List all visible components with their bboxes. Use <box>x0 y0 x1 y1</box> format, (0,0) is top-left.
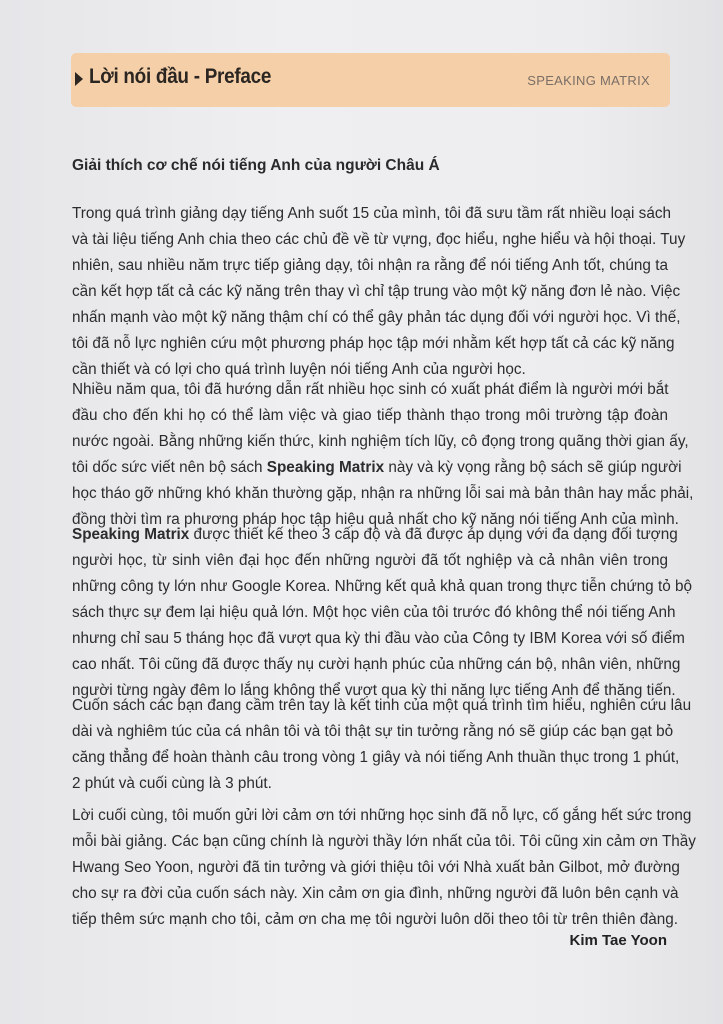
section-header-band <box>71 53 670 107</box>
paragraph-4-line <box>72 696 692 716</box>
text-segment: này và kỳ vọng rằng bộ sách sẽ giúp người <box>384 459 682 476</box>
paragraph-1-line <box>72 204 671 224</box>
text-segment: được thiết kế theo 3 cấp độ và đã được áp dụng với đa dạng đối tượng <box>189 526 678 543</box>
paragraph-2-line <box>72 406 668 426</box>
text-segment: học tháo gỡ những khó khăn thường gặp, nhận ra những lỗi sai mà bản thân hay mắc phải, <box>72 485 694 502</box>
text-segment: Nhiều năm qua, tôi đã hướng dẫn rất nhiều học sinh có xuất phát điểm là người mới bắt <box>72 381 669 398</box>
text-segment: tôi dốc sức viết nên bộ sách <box>72 459 267 476</box>
subheading: Giải thích cơ chế nói tiếng Anh của người Châu Á <box>72 157 440 174</box>
text-segment: cần thiết và có lợi cho quá trình luyện nói tiếng Anh của người học. <box>72 361 526 378</box>
paragraph-3-line <box>72 655 681 675</box>
paragraph-5-line <box>72 806 692 826</box>
text-segment: Trong quá trình giảng dạy tiếng Anh suốt 15 của mình, tôi đã sưu tầm rất nhiều loại sách <box>72 205 671 222</box>
book-brand: SPEAKING MATRIX <box>527 73 650 88</box>
text-segment: mỗi bài giảng. Các bạn cũng chính là người thầy lớn nhất của tôi. Tôi cũng xin cảm ơn Thầy <box>72 833 696 850</box>
text-segment: cao nhất. Tôi cũng đã được thấy nụ cười hạnh phúc của những cán bộ, nhân viên, những <box>72 656 681 673</box>
bold-text: Speaking Matrix <box>72 526 190 543</box>
text-segment: căng thẳng để hoàn thành câu trong vòng 1 giây và nói tiếng Anh thuần thục trong 1 phút, <box>72 749 680 766</box>
bold-text: Speaking Matrix <box>266 459 385 476</box>
text-segment: tiếp thêm sức mạnh cho tôi, cảm ơn cha mẹ tôi người luôn dõi theo tôi từ trên thiên đàng. <box>72 911 679 928</box>
paragraph-3-line <box>72 629 685 649</box>
text-segment: nhấn mạnh vào một kỹ năng thậm chí có thể gây phản tác dụng đối với người học. Vì thế, <box>72 309 681 326</box>
paragraph-4-line <box>72 748 680 768</box>
text-segment: sách thực sự đem lại hiệu quả lớn. Một học viên của tôi trước đó không thể nói tiếng Anh <box>72 604 676 621</box>
paragraph-1-line <box>72 230 686 250</box>
text-segment: đồng thời tìm ra phương pháp học tập hiệu quả nhất cho kỹ năng nói tiếng Anh của mình. <box>72 511 679 528</box>
paragraph-3-line <box>72 525 678 545</box>
text-segment: nhưng chỉ sau 5 tháng học đã vượt qua kỳ thi đầu vào của Công ty IBM Korea với số điểm <box>72 630 685 647</box>
paragraph-3-line <box>72 577 692 597</box>
author-signature: Kim Tae Yoon <box>569 932 667 949</box>
paragraph-2-line <box>72 458 682 478</box>
paragraph-1-line <box>72 308 681 328</box>
text-segment: nước ngoài. Bằng những kiến thức, kinh nghiệm tích lũy, cô đọng trong quãng thời gian ấy, <box>72 433 689 450</box>
paragraph-1-line <box>72 334 675 354</box>
text-segment: cần kết hợp tất cả các kỹ năng trên thay vì chỉ tập trung vào một kỹ năng đơn lẻ nào. Việc <box>72 283 681 300</box>
paragraph-2-line <box>72 432 689 452</box>
text-segment: và tài liệu tiếng Anh chia theo các chủ đề về từ vựng, đọc hiểu, nghe hiểu và hội thoại. Tuy <box>72 231 686 248</box>
paragraph-5-line <box>72 910 679 930</box>
text-segment: cho sự ra đời của cuốn sách này. Xin cảm ơn gia đình, những người đã luôn bên cạnh và <box>72 885 679 902</box>
text-segment: Cuốn sách các bạn đang cầm trên tay là kết tinh của một quá trình tìm hiểu, nghiên cứu lâu <box>72 697 692 714</box>
text-segment: 2 phút và cuối cùng là 3 phút. <box>72 775 272 792</box>
text-segment: Lời cuối cùng, tôi muốn gửi lời cảm ơn tới những học sinh đã nỗ lực, cố gắng hết sức trong <box>72 807 692 824</box>
text-segment: những công ty lớn như Google Korea. Những kết quả khả quan trong thực tiễn chứng tỏ bộ <box>72 578 692 595</box>
paragraph-4-line <box>72 722 674 742</box>
paragraph-5-line <box>72 884 679 904</box>
triangle-bullet-icon <box>75 72 83 86</box>
paragraph-1-line <box>72 282 681 302</box>
text-segment: dài và nghiêm túc của cá nhân tôi và tôi thật sự tin tưởng rằng nó sẽ giúp các bạn gạt bỏ <box>72 723 674 740</box>
text-segment: đầu cho đến khi họ có thể làm việc và giao tiếp thành thạo trong môi trường tập đoàn <box>72 407 668 424</box>
text-segment: nhiên, sau nhiều năm trực tiếp giảng dạy, tôi nhận ra rằng để nói tiếng Anh tốt, chúng ta <box>72 257 668 274</box>
text-segment: tôi đã nỗ lực nghiên cứu một phương pháp học tập mới nhằm kết hợp tất cả các kỹ năng <box>72 335 675 352</box>
paragraph-2-line <box>72 380 668 400</box>
paragraph-5-line <box>72 858 680 878</box>
text-segment: người từng ngày đêm lo lắng không thể vượt qua kỳ thi năng lực tiếng Anh để thăng tiến. <box>72 682 676 699</box>
paragraph-3-line <box>72 603 676 623</box>
paragraph-3-line <box>72 551 668 571</box>
paragraph-1-line <box>72 360 668 380</box>
text-segment: Hwang Seo Yoon, người đã tin tưởng và giới thiệu tôi với Nhà xuất bản Gilbot, mở đường <box>72 859 680 876</box>
paragraph-2-line <box>72 484 694 504</box>
section-title: Lời nói đầu - Preface <box>89 65 272 88</box>
paragraph-4-line <box>72 774 668 794</box>
text-segment: người học, từ sinh viên đại học đến những người đã tốt nghiệp và cả nhân viên trong <box>72 552 668 569</box>
paragraph-5-line <box>72 832 696 852</box>
paragraph-1-line <box>72 256 668 276</box>
